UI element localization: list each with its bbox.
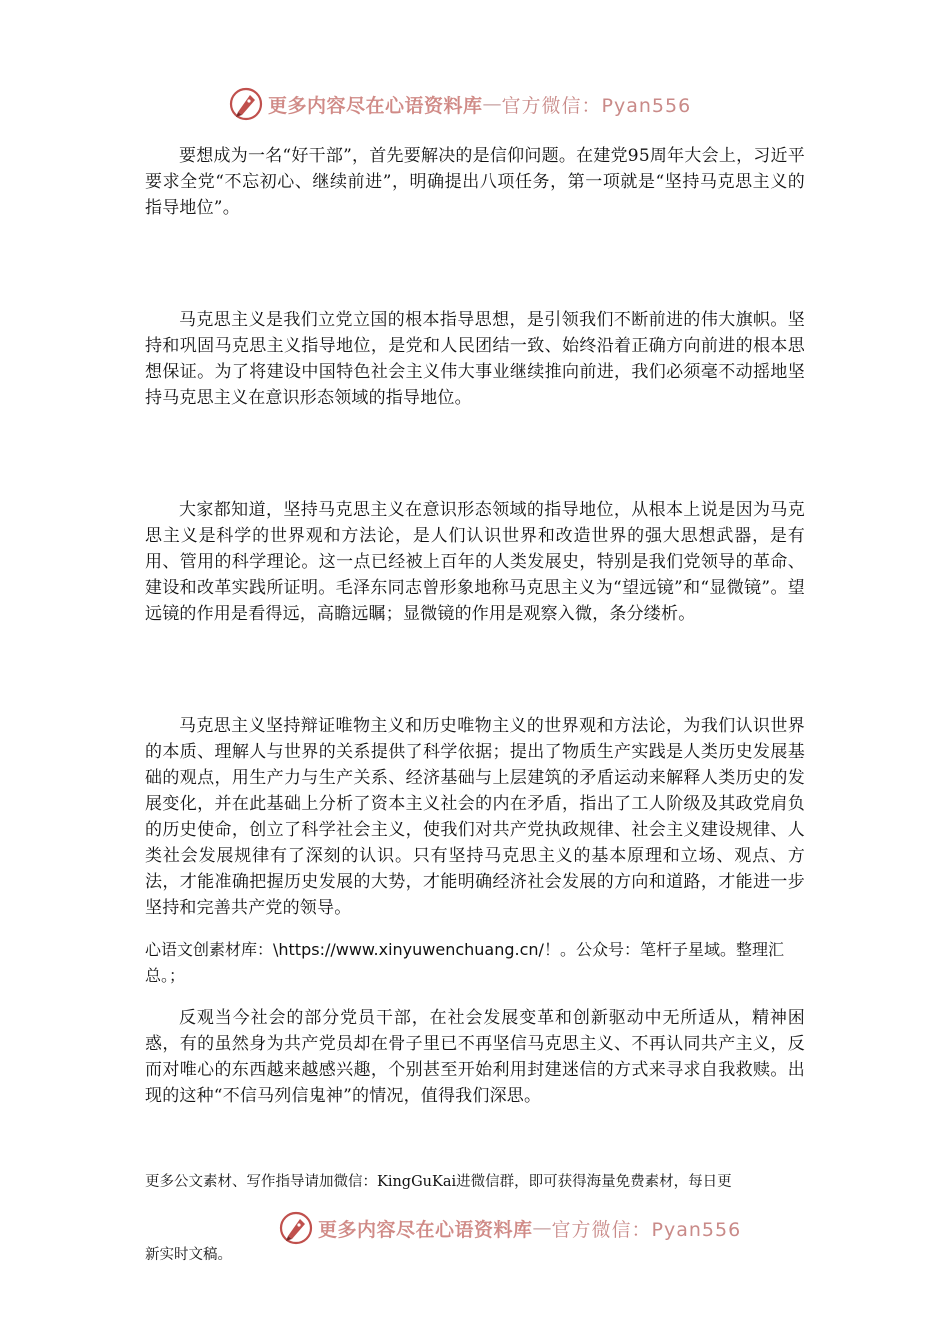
paragraph-5: 反观当今社会的部分党员干部，在社会发展变革和创新驱动中无所适从，精神困惑，有的虽然身为共产党员却在骨子里已不再坚信马克思主义、不再认同共产主义，反而对唯心的东西越来越感兴趣，个别甚至开始利用封建迷信的方式来寻求自我救赎。出现的这种“不信马列信鬼神”的情况，值得我们深思。 xyxy=(145,1008,805,1106)
header-contact-text: 官方微信：Pyan556 xyxy=(501,94,692,117)
footer-contact-text: 官方微信：Pyan556 xyxy=(551,1218,742,1241)
footer-watermark-banner xyxy=(278,1210,741,1246)
footer-brand-text: 更多内容尽在心语资料库 xyxy=(318,1218,533,1241)
paragraph-spacer xyxy=(145,921,805,937)
pen-nib-logo-icon xyxy=(228,86,264,122)
source-attribution-line: 心语文创素材库：\https://www.xinyuwenchuang.cn/！。公众号：笔杆子星域。整理汇总。； xyxy=(145,940,784,985)
paragraph-spacer xyxy=(145,221,805,307)
paragraph-spacer xyxy=(145,411,805,497)
header-watermark-banner xyxy=(228,86,691,122)
paragraph-1: 要想成为一名“好干部”，首先要解决的是信仰问题。在建党95周年大会上，习近平要求全党“不忘初心、继续前进”，明确提出八项任务，第一项就是“坚持马克思主义的指导地位”。 xyxy=(145,146,805,218)
footer-note: 更多公文素材、写作指导请加微信：KingGuKai进微信群，即可获得海量免费素材，每日更 xyxy=(145,1174,732,1190)
paragraph-spacer xyxy=(145,989,805,1005)
paragraph-4: 马克思主义坚持辩证唯物主义和历史唯物主义的世界观和方法论，为我们认识世界的本质、理解人与世界的关系提供了科学依据；提出了物质生产实践是人类历史发展基础的观点，用生产力与生产关系、经济基础与上层建筑的矛盾运动来解释人类历史的发展变化，并在此基础上分析了资本主义社会的内在矛盾，指出了工人阶级及其政党肩负的历史使命，创立了科学社会主义，使我们对共产党执政规律、社会主义建设规律、人类社会发展规律有了深刻的认识。只有坚持马克思主义的基本原理和立场、观点、方法，才能准确把握历史发展的大势，才能明确经济社会发展的方向和道路，才能进一步坚持和完善共产党的领导。 xyxy=(145,716,805,918)
paragraph-spacer xyxy=(145,627,805,713)
pen-nib-logo-icon xyxy=(278,1210,314,1246)
header-dash: — xyxy=(482,93,502,115)
footer-tail-text: 新实时文稿。 xyxy=(145,1247,232,1263)
paragraph-3: 大家都知道，坚持马克思主义在意识形态领域的指导地位，从根本上说是因为马克思主义是科学的世界观和方法论，是人们认识世界和改造世界的强大思想武器，是有用、管用的科学理论。这一点已经被上百年的人类发展史，特别是我们党领导的革命、建设和改革实践所证明。毛泽东同志曾形象地称马克思主义为“望远镜”和“显微镜”。望远镜的作用是看得远，高瞻远瞩；显微镜的作用是观察入微，条分缕析。 xyxy=(145,500,805,624)
header-brand-text: 更多内容尽在心语资料库 xyxy=(268,94,483,117)
paragraph-2: 马克思主义是我们立党立国的根本指导思想，是引领我们不断前进的伟大旗帜。坚持和巩固马克思主义指导地位，是党和人民团结一致、始终沿着正确方向前进的根本思想保证。为了将建设中国特色社会主义伟大事业继续推向前进，我们必须毫不动摇地坚持马克思主义在意识形态领域的指导地位。 xyxy=(145,310,805,408)
footer-dash: — xyxy=(532,1217,552,1239)
document-body xyxy=(145,143,805,1109)
